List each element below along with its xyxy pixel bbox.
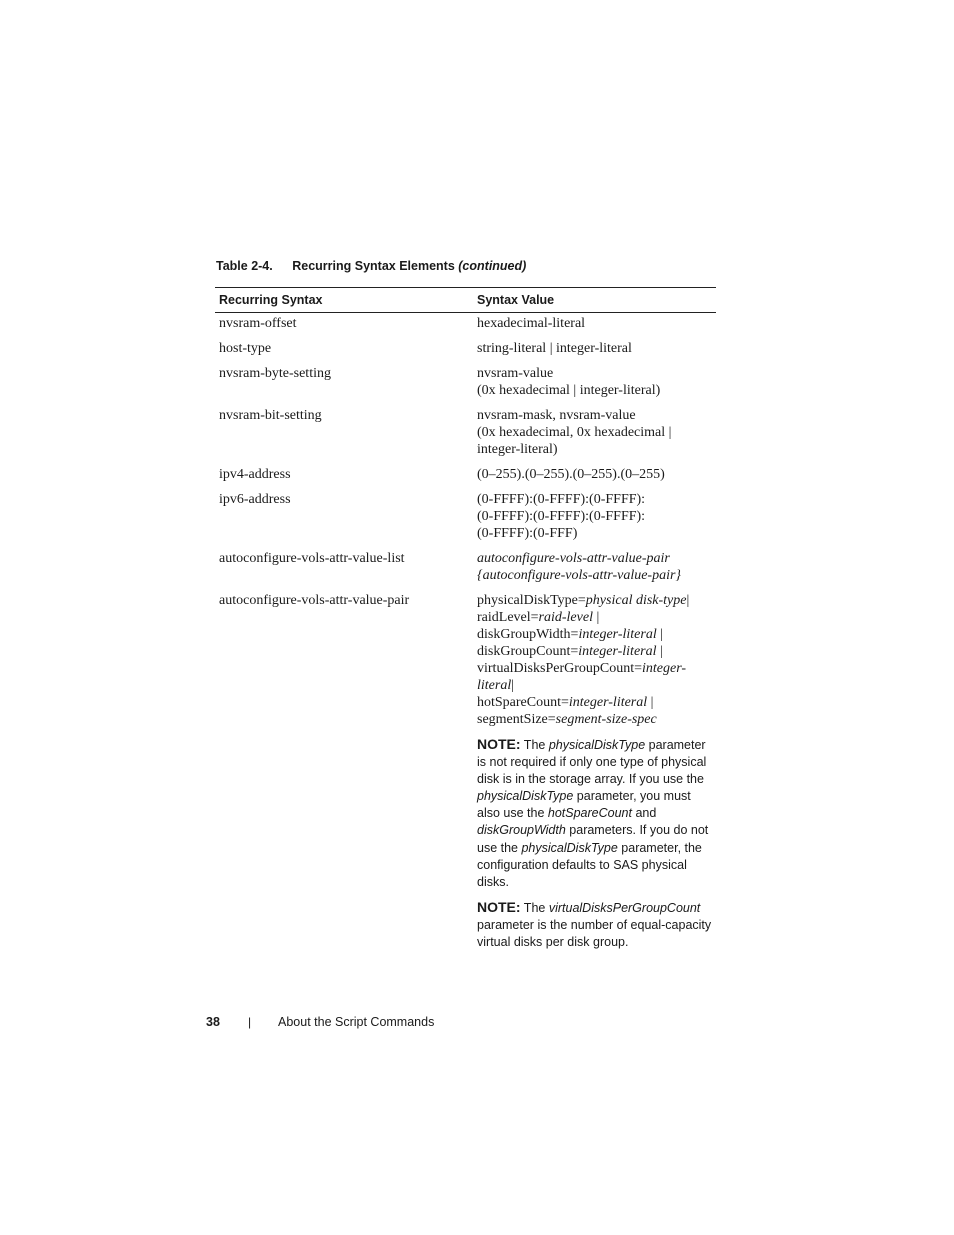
value-line: {autoconfigure-vols-attr-value-pair} (477, 568, 682, 583)
pair-line: raidLevel=raid-level | (477, 610, 600, 625)
note-label: NOTE: (477, 736, 521, 752)
value-cell (473, 592, 716, 951)
table-row (215, 592, 716, 951)
value-cell (473, 315, 716, 332)
table-caption (216, 259, 526, 273)
value-cell (473, 550, 716, 584)
syntax-cell: nvsram-byte-setting (219, 366, 331, 381)
table-continued: (continued) (458, 259, 527, 273)
table-row (215, 491, 716, 542)
value-line: nvsram-value (477, 366, 554, 381)
value-line: string-literal | integer-literal (477, 341, 632, 356)
value-cell (473, 407, 716, 458)
syntax-cell: nvsram-offset (219, 316, 297, 331)
note-physical-disk-type: NOTE: The physicalDiskType parameter is not required if only one type of physical disk is in the storage array. If you use the physicalDiskType parameter, you must also use the hotSpareCount and diskGroupWidth parameters. If you do not use the physicalDiskType parameter, the configuration defaults to SAS physical disks. (477, 736, 712, 889)
table-body (215, 313, 716, 951)
syntax-cell: autoconfigure-vols-attr-value-pair (219, 593, 410, 608)
syntax-cell: autoconfigure-vols-attr-value-list (219, 551, 405, 566)
value-line: (0x hexadecimal | integer-literal) (477, 383, 661, 398)
header-recurring-syntax: Recurring Syntax (219, 293, 323, 307)
syntax-table (215, 287, 716, 951)
syntax-cell: nvsram-bit-setting (219, 408, 322, 423)
pair-line: diskGroupWidth=integer-literal | (477, 627, 664, 642)
table-row (215, 550, 716, 584)
note-label: NOTE: (477, 898, 521, 915)
syntax-cell: ipv6-address (219, 492, 291, 507)
value-cell (473, 340, 716, 357)
pair-line: segmentSize=segment-size-spec (477, 712, 657, 727)
value-line: autoconfigure-vols-attr-value-pair (477, 551, 670, 566)
footer-separator: | (248, 1015, 252, 1029)
table-header (215, 287, 716, 313)
value-cell (473, 491, 716, 542)
value-line: nvsram-mask, nvsram-value (477, 408, 636, 423)
page-number: 38 (206, 1015, 220, 1029)
table-row (215, 466, 716, 483)
syntax-cell: ipv4-address (219, 467, 291, 482)
header-syntax-value: Syntax Value (477, 293, 555, 307)
value-line: integer-literal) (477, 442, 558, 457)
value-line: (0x hexadecimal, 0x hexadecimal | (477, 425, 672, 440)
value-cell (473, 365, 716, 399)
note-virtual-disks-per-group: NOTE: The virtualDisksPerGroupCount parameter is the number of equal-capacity virtual disks per disk group. (477, 898, 715, 950)
pair-line: physicalDiskType=physical disk-type| (477, 593, 690, 608)
syntax-cell: host-type (219, 341, 272, 356)
value-line: hexadecimal-literal (477, 316, 586, 331)
pair-line: hotSpareCount=integer-literal | (477, 695, 654, 710)
table-row (215, 365, 716, 399)
table-row (215, 315, 716, 332)
value-cell (473, 466, 716, 483)
table-row (215, 340, 716, 357)
value-line: (0–255).(0–255).(0–255).(0–255) (477, 467, 665, 482)
footer-section-title: About the Script Commands (278, 1015, 435, 1029)
value-line: (0-FFFF):(0-FFF) (477, 526, 578, 541)
pair-line: virtualDisksPerGroupCount=integer- (477, 661, 687, 676)
table-row (215, 407, 716, 458)
pair-line: diskGroupCount=integer-literal | (477, 644, 663, 659)
pair-line: literal| (477, 678, 515, 693)
page-footer (206, 1015, 435, 1029)
table-title: Recurring Syntax Elements (292, 259, 455, 273)
value-line: (0-FFFF):(0-FFFF):(0-FFFF): (477, 509, 646, 524)
table-number: Table 2-4. (216, 259, 273, 273)
value-line: (0-FFFF):(0-FFFF):(0-FFFF): (477, 492, 646, 507)
